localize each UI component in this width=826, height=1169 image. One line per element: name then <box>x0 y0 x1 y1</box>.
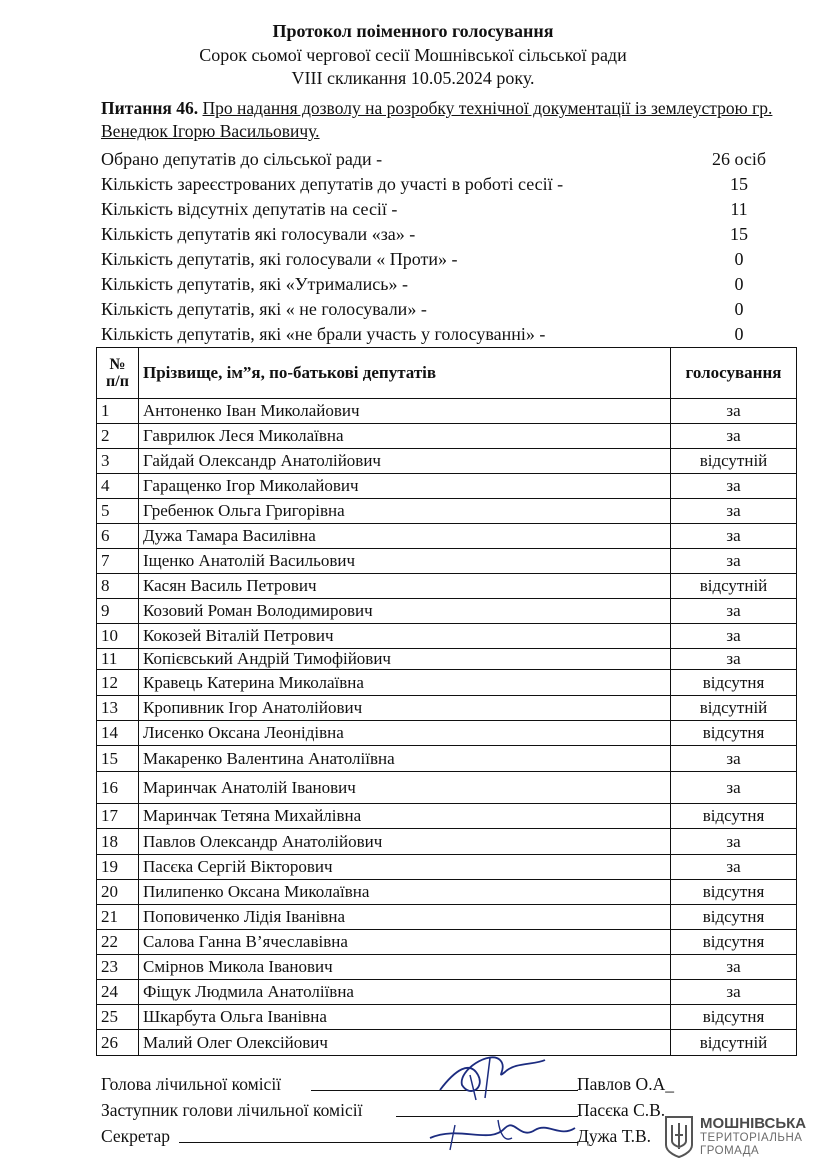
vote-result: за <box>671 399 797 424</box>
row-number: 24 <box>97 980 139 1005</box>
deputy-name: Дужа Тамара Василівна <box>139 524 671 549</box>
vote-result: відсутня <box>671 930 797 955</box>
stat-label: Обрано депутатів до сільської ради - <box>101 149 383 169</box>
row-number: 5 <box>97 499 139 524</box>
deputy-name: Салова Ганна В’ячеславівна <box>139 930 671 955</box>
deputy-name: Гаращенко Ігор Миколайович <box>139 474 671 499</box>
row-number: 12 <box>97 670 139 696</box>
deputy-name: Макаренко Валентина Анатоліївна <box>139 746 671 772</box>
vote-result: за <box>671 772 797 804</box>
deputy-name: Гребенюк Ольга Григорівна <box>139 499 671 524</box>
question-label: Питання 46. <box>101 98 199 118</box>
question-text: Про надання дозволу на розробку технічної документації із землеустрою гр. Венедюк Ігорю Васильовичу. <box>101 98 773 141</box>
deputy-name: Іщенко Анатолій Васильович <box>139 549 671 574</box>
row-number: 4 <box>97 474 139 499</box>
row-number: 6 <box>97 524 139 549</box>
deputy-name: Пилипенко Оксана Миколаївна <box>139 880 671 905</box>
row-number: 17 <box>97 804 139 829</box>
convocation-date-line: VIII скликання 10.05.2024 року. <box>291 68 535 88</box>
stat-label: Кількість депутатів, які голосували « Проти» - <box>101 249 458 269</box>
deputy-name: Маринчак Тетяна Михайлівна <box>139 804 671 829</box>
vote-result: відсутня <box>671 670 797 696</box>
row-number: 3 <box>97 449 139 474</box>
deputy-name: Кропивник Ігор Анатолійович <box>139 696 671 721</box>
vote-result: за <box>671 424 797 449</box>
vote-result: відсутня <box>671 905 797 930</box>
stat-value: 26 осіб <box>711 149 767 169</box>
stat-label: Кількість відсутніх депутатів на сесії - <box>101 199 398 219</box>
row-number: 18 <box>97 829 139 855</box>
row-number: 7 <box>97 549 139 574</box>
trident-icon <box>664 1115 694 1159</box>
vote-result: відсутній <box>671 696 797 721</box>
vote-result: за <box>671 474 797 499</box>
row-number: 20 <box>97 880 139 905</box>
watermark-title: МОШНІВСЬКА <box>700 1115 807 1132</box>
stat-label: Кількість депутатів які голосували «за» - <box>101 224 416 244</box>
deputy-name: Смірнов Микола Іванович <box>139 955 671 980</box>
vote-result: відсутній <box>671 449 797 474</box>
community-watermark <box>664 1113 814 1163</box>
header-name: Прізвище, ім”я, по-батькові депутатів <box>139 348 671 399</box>
row-number: 15 <box>97 746 139 772</box>
stat-value: 0 <box>734 299 744 319</box>
stat-value: 15 <box>730 224 748 244</box>
stat-value: 11 <box>730 199 748 219</box>
deputy-name: Козовий Роман Володимирович <box>139 599 671 624</box>
deputy-name: Гаврилюк Леся Миколаївна <box>139 424 671 449</box>
deputy-name: Касян Василь Петрович <box>139 574 671 599</box>
row-number: 22 <box>97 930 139 955</box>
row-number: 19 <box>97 855 139 880</box>
vote-result: відсутня <box>671 721 797 746</box>
document-title: Протокол поіменного голосування <box>272 21 554 41</box>
deputy-name: Маринчак Анатолій Іванович <box>139 772 671 804</box>
deputy-name: Гайдай Олександр Анатолійович <box>139 449 671 474</box>
deputy-name: Пасєка Сергій Вікторович <box>139 855 671 880</box>
vote-result: за <box>671 499 797 524</box>
deputy-name: Малий Олег Олексійович <box>139 1030 671 1056</box>
row-number: 13 <box>97 696 139 721</box>
row-number: 21 <box>97 905 139 930</box>
signature-role: Голова лічильної комісії <box>101 1074 282 1094</box>
deputy-name: Кокозей Віталій Петрович <box>139 624 671 649</box>
deputy-name: Лисенко Оксана Леонідівна <box>139 721 671 746</box>
signature-role: Секретар <box>101 1126 171 1146</box>
row-number: 16 <box>97 772 139 804</box>
signatory-name: Пасєка С.В. <box>577 1100 666 1120</box>
signature-role: Заступник голови лічильної комісії <box>101 1100 363 1120</box>
signatory-name: Дужа Т.В. <box>577 1126 652 1146</box>
vote-result: відсутня <box>671 1005 797 1030</box>
vote-result: за <box>671 549 797 574</box>
row-number: 2 <box>97 424 139 449</box>
vote-result: за <box>671 980 797 1005</box>
vote-result: за <box>671 955 797 980</box>
stat-value: 15 <box>730 174 748 194</box>
deputy-name: Шкарбута Ольга Іванівна <box>139 1005 671 1030</box>
stat-label: Кількість депутатів, які «Утримались» - <box>101 274 408 294</box>
stat-value: 0 <box>734 324 744 344</box>
deputy-name: Поповиченко Лідія Іванівна <box>139 905 671 930</box>
deputy-name: Павлов Олександр Анатолійович <box>139 829 671 855</box>
vote-result: за <box>671 855 797 880</box>
header-vote: голосування <box>671 348 797 399</box>
deputy-name: Антоненко Іван Миколайович <box>139 399 671 424</box>
session-line: Сорок сьомої чергової сесії Мошнівської сільської ради <box>199 45 627 65</box>
deputy-name: Копієвський Андрій Тимофійович <box>139 649 671 670</box>
vote-result: відсутній <box>671 574 797 599</box>
row-number: 10 <box>97 624 139 649</box>
vote-result: за <box>671 746 797 772</box>
row-number: 26 <box>97 1030 139 1056</box>
vote-result: за <box>671 599 797 624</box>
vote-result: за <box>671 829 797 855</box>
vote-result: за <box>671 649 797 670</box>
row-number: 1 <box>97 399 139 424</box>
vote-result: відсутній <box>671 1030 797 1056</box>
deputy-name: Кравець Катерина Миколаївна <box>139 670 671 696</box>
vote-result: відсутня <box>671 880 797 905</box>
row-number: 23 <box>97 955 139 980</box>
header-number: № п/п <box>97 348 139 399</box>
row-number: 8 <box>97 574 139 599</box>
stat-label: Кількість депутатів, які « не голосували» - <box>101 299 427 319</box>
vote-result: відсутня <box>671 804 797 829</box>
watermark-line2: ТЕРИТОРІАЛЬНА <box>700 1132 803 1144</box>
row-number: 9 <box>97 599 139 624</box>
stat-value: 0 <box>734 274 744 294</box>
signatory-name: Павлов О.А_ <box>577 1074 674 1094</box>
vote-result: за <box>671 624 797 649</box>
stat-value: 0 <box>734 249 744 269</box>
vote-result: за <box>671 524 797 549</box>
deputy-name: Фіщук Людмила Анатоліївна <box>139 980 671 1005</box>
stat-label: Кількість зареєстрованих депутатів до участі в роботі сесії - <box>101 174 564 194</box>
stat-label: Кількість депутатів, які «не брали участь у голосуванні» - <box>101 324 546 344</box>
row-number: 11 <box>97 649 139 670</box>
row-number: 14 <box>97 721 139 746</box>
row-number: 25 <box>97 1005 139 1030</box>
watermark-line3: ГРОМАДА <box>700 1145 760 1157</box>
